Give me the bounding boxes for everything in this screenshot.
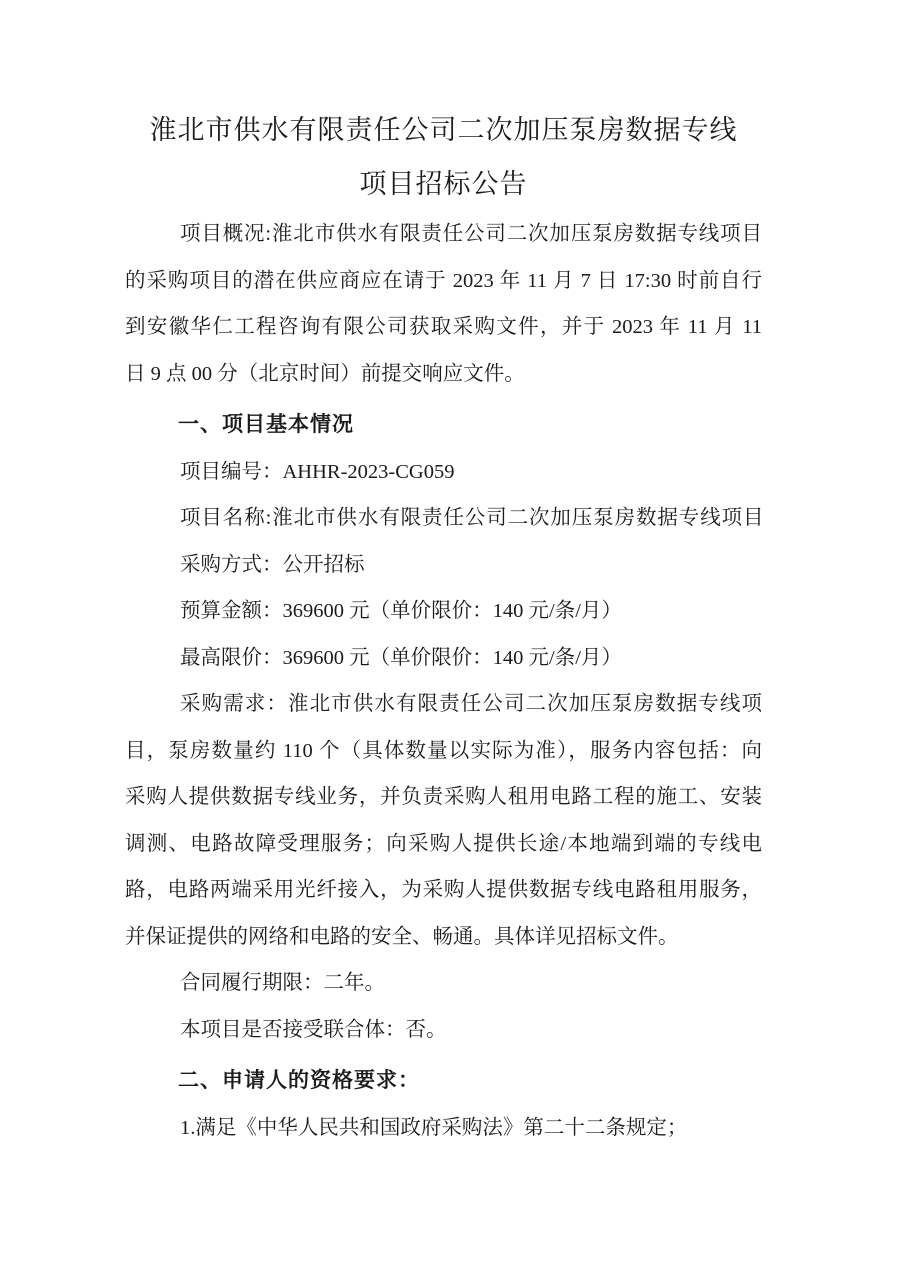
project-number-line [125, 449, 762, 496]
requirements-line: 目，泵房数量约 110 个（具体数量以实际为准），服务内容包括：向 [125, 739, 762, 762]
project-name-line [125, 495, 762, 542]
requirements-line: 采购人提供数据专线业务，并负责采购人租用电路工程的施工、安装 [125, 786, 762, 808]
requirements-line: 调测、电路故障受理服务；向采购人提供长途/本地端到端的专线电 [125, 832, 762, 855]
requirements-line: 采购需求：淮北市供水有限责任公司二次加压泵房数据专线项 [180, 693, 762, 715]
intro-line: 日 9 点 00 分（北京时间）前提交响应文件。 [125, 362, 525, 385]
intro-line: 的采购项目的潜在供应商应在请于 2023 年 11 月 7 日 17:30 时前自行 [125, 269, 762, 292]
budget-text: 预算金额：369600 元（单价限价：140 元/条/月） [180, 600, 622, 622]
procurement-method-line [125, 542, 762, 589]
qualification-item-1-text: 1.满足《中华人民共和国政府采购法》第二十二条规定； [180, 1116, 688, 1139]
intro-paragraph [125, 211, 762, 397]
section-1-heading: 一、项目基本情况 [178, 413, 354, 436]
document-title [125, 103, 762, 211]
joint-venture-text: 本项目是否接受联合体：否。 [180, 1018, 447, 1041]
intro-line: 项目概况:淮北市供水有限责任公司二次加压泵房数据专线项目 [180, 223, 762, 245]
budget-line [125, 588, 762, 635]
project-name-text: 项目名称:淮北市供水有限责任公司二次加压泵房数据专线项目 [180, 507, 762, 529]
max-price-text: 最高限价：369600 元（单价限价：140 元/条/月） [180, 646, 622, 669]
title-line-1: 淮北市供水有限责任公司二次加压泵房数据专线 [149, 115, 738, 145]
joint-venture-line [125, 1007, 762, 1054]
title-line-2: 项目招标公告 [359, 169, 528, 199]
contract-term-text: 合同履行期限：二年。 [180, 972, 385, 994]
section-2-heading: 二、申请人的资格要求： [178, 1069, 420, 1092]
requirements-line: 并保证提供的网络和电路的安全、畅通。具体详见招标文件。 [125, 925, 679, 948]
qualification-item-1 [125, 1105, 762, 1152]
project-number-text: 项目编号：AHHR-2023-CG059 [180, 460, 455, 483]
requirements-line: 路，电路两端采用光纤接入，为采购人提供数据专线电路租用服务， [125, 879, 762, 901]
requirements-paragraph [125, 681, 762, 960]
contract-term-line [125, 960, 762, 1007]
intro-line: 到安徽华仁工程咨询有限公司获取采购文件，并于 2023 年 11 月 11 [125, 316, 762, 338]
procurement-method-text: 采购方式：公开招标 [180, 553, 365, 576]
max-price-line [125, 635, 762, 682]
